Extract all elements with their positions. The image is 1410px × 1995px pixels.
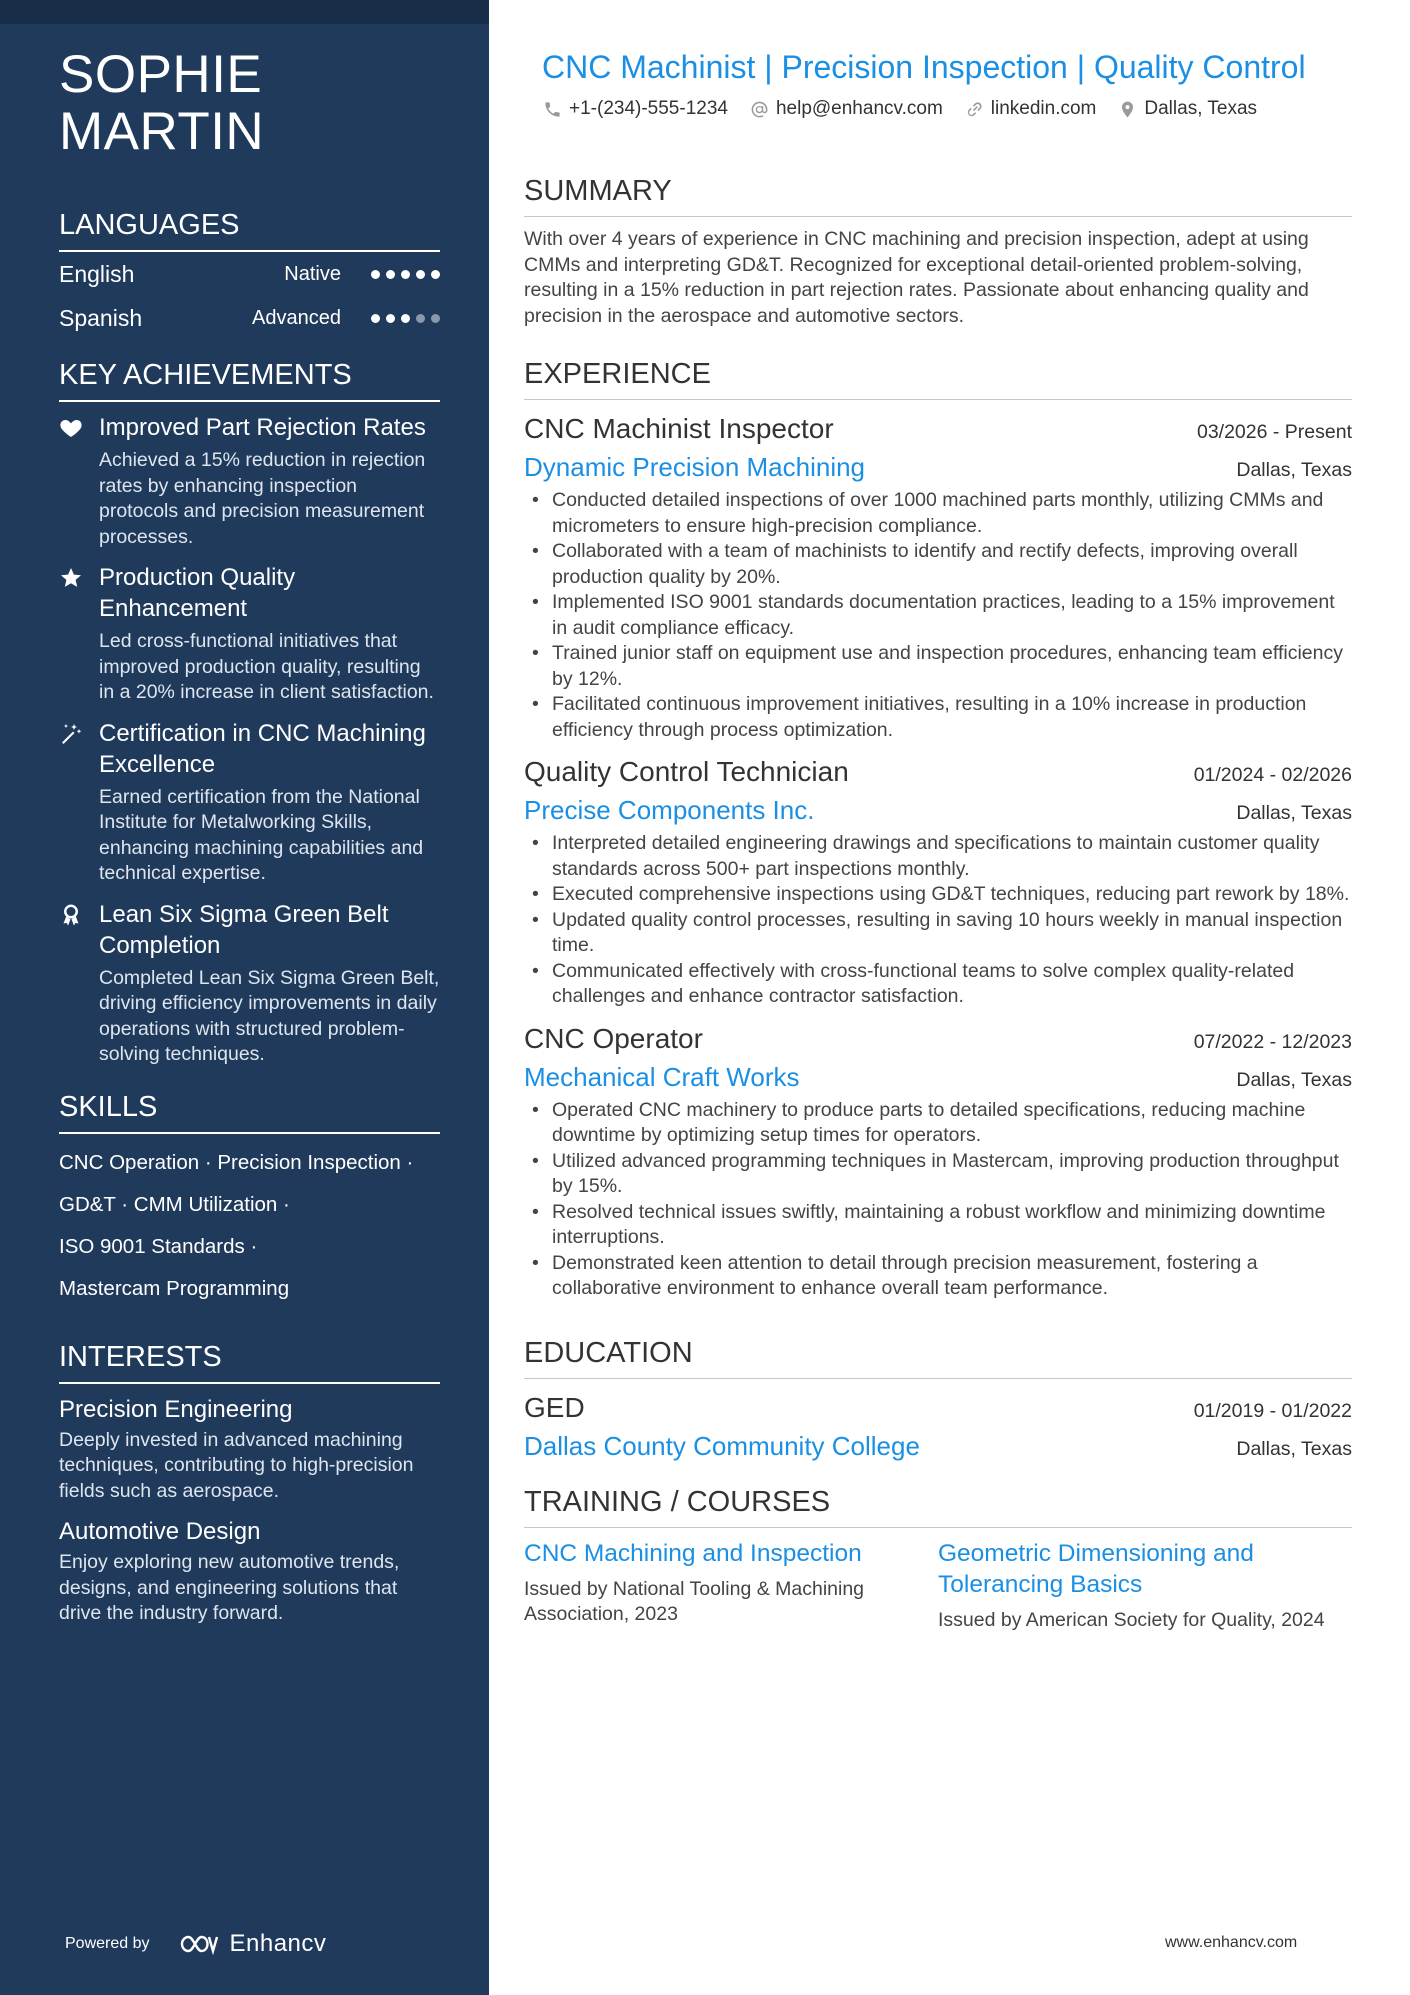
interest-title: Precision Engineering xyxy=(59,1395,293,1423)
powered-by xyxy=(65,1930,326,1958)
achievement-desc: Earned certification from the National Institute for Metalworking Skills, enhancing machining capabilities and technical expertise. xyxy=(99,785,424,884)
language-level: Advanced xyxy=(252,306,341,329)
headline: CNC Machinist | Precision Inspection | Quality Control xyxy=(542,49,1306,85)
brand-name: Enhancv xyxy=(229,1930,327,1957)
language-level: Native xyxy=(284,262,341,285)
achievement-desc: Achieved a 15% reduction in rejection rates by enhancing inspection protocols and precision measurement processes. xyxy=(99,449,426,548)
degree: GED xyxy=(524,1391,585,1423)
summary-text: With over 4 years of experience in CNC machining and precision inspection, adept at using CMMs and interpreting GD&T. Recognized for exceptional detail-oriented problem-solving, resulting in a 15% reduction in part rejection rates. Passionate about enhancing quality and precision in the aerospace and automotive sectors. xyxy=(524,228,1309,327)
bullet-item: • Executed comprehensive inspections using GD&T techniques, reducing part rework by 18%. xyxy=(524,882,1352,908)
achievements-list xyxy=(59,412,440,1068)
bullet-item: • Facilitated continuous improvement initiatives, resulting in a 10% increase in production efficiency through process optimization. xyxy=(524,692,1352,743)
rating-dot xyxy=(431,314,440,323)
school-name: Dallas County Community College xyxy=(524,1430,920,1461)
heart-icon xyxy=(59,412,99,550)
course-issuer: Issued by American Society for Quality, 2024 xyxy=(938,1608,1325,1631)
bullet-item: • Trained junior staff on equipment use and inspection procedures, enhancing team efficiency by 12%. xyxy=(524,641,1352,692)
sidebar xyxy=(0,0,489,1995)
interest-item xyxy=(59,1394,440,1505)
rating-dot xyxy=(416,314,425,323)
languages-title: LANGUAGES xyxy=(59,208,440,252)
candidate-name xyxy=(59,46,440,160)
interest-desc: Enjoy exploring new automotive trends, designs, and engineering solutions that drive the industry forward. xyxy=(59,1551,400,1624)
language-rating xyxy=(371,314,440,323)
education-dates: 01/2019 - 01/2022 xyxy=(1193,1399,1352,1422)
medal-icon xyxy=(59,899,99,1068)
bullet-item: • Operated CNC machinery to produce parts to detailed specifications, reducing machine downtime by optimizing setup times for operators. xyxy=(524,1098,1352,1149)
phone-icon xyxy=(543,100,562,119)
star-icon xyxy=(59,562,99,706)
education-title: EDUCATION xyxy=(524,1336,1352,1379)
last-name: MARTIN xyxy=(59,102,265,161)
job-title: CNC Machinist Inspector xyxy=(524,413,834,444)
language-name: Spanish xyxy=(59,304,143,331)
rating-dot xyxy=(431,270,440,279)
job-location: Dallas, Texas xyxy=(1236,1068,1352,1091)
email-text: help@enhancv.com xyxy=(775,98,943,119)
achievement-item xyxy=(59,899,440,1068)
language-row xyxy=(59,252,440,296)
summary-section xyxy=(524,174,1352,329)
contact-location xyxy=(1118,98,1257,120)
experience-section xyxy=(524,357,1352,1302)
company-name: Precise Components Inc. xyxy=(524,795,815,825)
job-bullets xyxy=(524,831,1352,1010)
achievement-title: Production Quality Enhancement xyxy=(99,564,296,622)
sidebar-top-strip xyxy=(0,0,489,24)
bullet-item: • Implemented ISO 9001 standards documentation practices, leading to a 15% improvement in audit compliance efficacy. xyxy=(524,590,1352,641)
bullet-item: • Interpreted detailed engineering drawings and specifications to maintain customer quality standards across 500+ part inspections monthly. xyxy=(524,831,1352,882)
job-location: Dallas, Texas xyxy=(1236,802,1352,824)
rating-dot xyxy=(386,314,395,323)
job-title: Quality Control Technician xyxy=(524,756,849,787)
skill-line: Mastercam Programming xyxy=(59,1276,290,1300)
job-bullets xyxy=(524,488,1352,743)
achievements-section xyxy=(59,358,440,1068)
course-issuer: Issued by National Tooling & Machining Association, 2023 xyxy=(524,1577,865,1625)
interest-item xyxy=(59,1516,440,1627)
first-name: SOPHIE xyxy=(59,45,263,104)
skills-section xyxy=(59,1090,440,1310)
job-dates: 07/2022 - 12/2023 xyxy=(1193,1030,1352,1053)
course-title: CNC Machining and Inspection xyxy=(524,1539,862,1567)
achievement-item xyxy=(59,718,440,887)
training-title: TRAINING / COURSES xyxy=(524,1485,1352,1528)
at-icon xyxy=(750,100,769,119)
rating-dot xyxy=(416,270,425,279)
job-title: CNC Operator xyxy=(524,1022,703,1054)
achievement-item xyxy=(59,412,440,550)
interests-title: INTERESTS xyxy=(59,1340,440,1384)
skill-line: ISO 9001 Standards · xyxy=(59,1234,258,1258)
education-section xyxy=(524,1336,1352,1463)
interest-title: Automotive Design xyxy=(59,1518,261,1545)
bullet-item: • Conducted detailed inspections of over 1000 machined parts monthly, utilizing CMMs and micrometers to ensure high-precision compliance. xyxy=(524,488,1352,539)
skills-list xyxy=(59,1142,440,1310)
location-text: Dallas, Texas xyxy=(1144,98,1258,119)
link-icon xyxy=(965,100,984,119)
rating-dot xyxy=(371,314,380,323)
rating-dot xyxy=(371,270,380,279)
courses-list xyxy=(524,1538,1352,1634)
phone-text: +1-(234)-555-1234 xyxy=(569,98,728,119)
bullet-item: • Communicated effectively with cross-functional teams to solve complex quality-related challenges and enhance contractor satisfaction. xyxy=(524,959,1352,1010)
course-item xyxy=(938,1538,1352,1634)
skill-line: GD&T · CMM Utilization · xyxy=(59,1192,290,1216)
job-entry xyxy=(524,410,1352,743)
achievement-desc: Completed Lean Six Sigma Green Belt, driving efficiency improvements in daily operations with structured problem-solving techniques. xyxy=(99,966,440,1065)
education-location: Dallas, Texas xyxy=(1236,1437,1352,1460)
language-row xyxy=(59,296,440,340)
bullet-item: • Collaborated with a team of machinists to identify and rectify defects, improving overall production quality by 20%. xyxy=(524,539,1352,590)
interests-section xyxy=(59,1340,440,1627)
contact-bar xyxy=(543,98,1352,120)
contact-email[interactable] xyxy=(750,98,943,120)
education-entry xyxy=(524,1389,1352,1463)
job-entry xyxy=(524,753,1352,1010)
bullet-item: • Updated quality control processes, resulting in saving 10 hours weekly in manual inspection time. xyxy=(524,908,1352,959)
languages-section xyxy=(59,208,440,340)
achievement-title: Certification in CNC Machining Excellence xyxy=(99,719,426,778)
bullet-item: • Utilized advanced programming techniques in Mastercam, improving production throughput by 15%. xyxy=(524,1149,1352,1200)
skills-title: SKILLS xyxy=(59,1090,440,1134)
achievements-title: KEY ACHIEVEMENTS xyxy=(59,358,440,402)
company-name: Dynamic Precision Machining xyxy=(524,452,866,482)
company-name: Mechanical Craft Works xyxy=(524,1061,800,1092)
language-name: English xyxy=(59,260,135,287)
experience-title: EXPERIENCE xyxy=(524,357,1352,400)
job-dates: 01/2024 - 02/2026 xyxy=(1193,764,1352,786)
footer-website-link[interactable]: www.enhancv.com xyxy=(1165,1934,1298,1951)
job-entry xyxy=(524,1020,1352,1302)
achievement-desc: Led cross-functional initiatives that improved production quality, resulting in a 20% increase in client satisfaction. xyxy=(99,630,434,703)
brand-logo[interactable] xyxy=(178,1930,327,1958)
main-content xyxy=(524,46,1352,1633)
course-item xyxy=(524,1538,938,1634)
contact-linkedin[interactable] xyxy=(965,98,1097,120)
job-location: Dallas, Texas xyxy=(1236,459,1352,481)
skill-line: CNC Operation · Precision Inspection · xyxy=(59,1150,414,1174)
bullet-item: • Demonstrated keen attention to detail through precision measurement, fostering a collaborative environment to enhance overall team performance. xyxy=(524,1251,1352,1302)
language-rating xyxy=(371,270,440,279)
wand-icon xyxy=(59,718,99,887)
interest-desc: Deeply invested in advanced machining techniques, contributing to high-precision fields such as aerospace. xyxy=(59,1428,414,1502)
contact-phone[interactable] xyxy=(543,98,728,120)
achievement-title: Improved Part Rejection Rates xyxy=(99,414,426,441)
summary-title: SUMMARY xyxy=(524,174,1352,217)
location-pin-icon xyxy=(1118,100,1137,119)
bullet-item: • Resolved technical issues swiftly, maintaining a robust workflow and minimizing downtime interruptions. xyxy=(524,1200,1352,1251)
job-dates: 03/2026 - Present xyxy=(1196,421,1352,443)
rating-dot xyxy=(401,270,410,279)
rating-dot xyxy=(401,314,410,323)
powered-by-label: Powered by xyxy=(65,1935,150,1952)
linkedin-text: linkedin.com xyxy=(990,98,1097,119)
enhancv-logo-icon xyxy=(178,1933,220,1955)
job-bullets xyxy=(524,1098,1352,1302)
training-section xyxy=(524,1485,1352,1634)
course-title: Geometric Dimensioning and Tolerancing Basics xyxy=(938,1539,1254,1598)
achievement-item xyxy=(59,562,440,706)
achievement-title: Lean Six Sigma Green Belt Completion xyxy=(99,900,389,959)
rating-dot xyxy=(386,270,395,279)
